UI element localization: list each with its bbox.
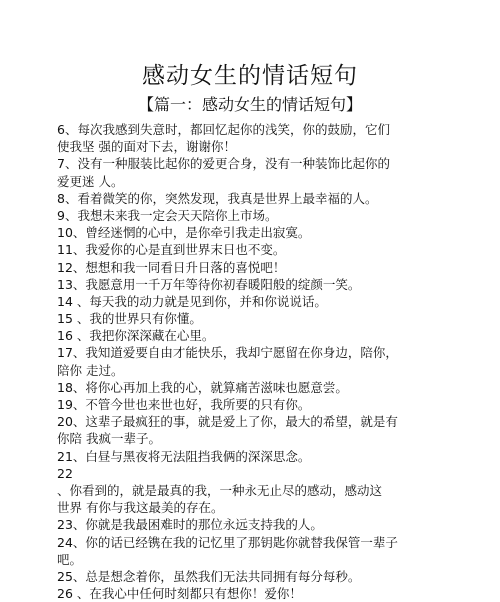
text-line: 11、我爱你的心是直到世界末日也不变。 [57,242,286,258]
text-line: 22 [57,465,73,481]
text-line: 20、这辈子最疯狂的事，就是爱上了你，最大的希望，就是有 [57,414,398,430]
text-line: 26 、在我心中任何时刻都只有想你！爱你！ [57,586,302,602]
text-line: 16 、我把你深深藏在心里。 [57,328,215,344]
section-heading: 【篇一：感动女生的情话短句】 [137,95,362,114]
text-line: 17、我知道爱要自由才能快乐，我却宁愿留在你身边，陪你， [57,345,398,361]
page-title: 感动女生的情话短句 [142,63,358,89]
body-text [57,121,449,602]
text-line: 使我坚 强的面对下去，谢谢你！ [57,139,236,155]
text-line: 12、想想和我一同看日升日落的喜悦吧！ [57,259,286,275]
text-line: 9、我想未来我一定会天天陪你上市场。 [57,207,278,223]
text-line: 18、将你心再加上我的心，就算痛苦滋味也愿意尝。 [57,379,348,395]
text-line: 13、我愿意用一千万年等待你初春暖阳般的绽颜一笑。 [57,276,361,292]
text-line: 你陪 我疯一辈子。 [57,431,161,447]
text-line: 7、没有一种服装比起你的爱更合身，没有一种装饰比起你的 [57,156,390,172]
text-line: 23、你就是我最困难时的那位永远支持我的人。 [57,517,323,533]
text-line: 、你看到的，就是最真的我，一种永无止尽的感动，感动这 [57,482,383,498]
text-line: 6、每次我感到失意时，都回忆起你的浅笑，你的鼓励，它们 [57,122,390,137]
text-line: 爱更迷 人。 [57,173,124,189]
text-line: 19、不管今世也来世也好，我所要的只有你。 [57,397,311,412]
text-line: 25、总是想念着你，虽然我们无法共同拥有每分每秒。 [57,568,361,584]
text-line: 8、看着微笑的你，突然发现，我真是世界上最幸福的人。 [57,190,378,206]
text-line: 21、白昼与黑夜将无法阻挡我俩的深深思念。 [57,448,311,464]
text-line: 吧。 [57,551,83,567]
text-line: 世界 有你与我这最美的存在。 [57,500,224,516]
text-line: 陪你 走过。 [57,362,124,378]
text-line: 10、曾经迷惘的心中，是你牵引我走出寂寞。 [57,225,311,241]
text-line: 14 、每天我的动力就是见到你，并和你说说话。 [57,293,327,309]
text-line: 15 、我的世界只有你懂。 [57,311,202,327]
text-line: 24、你的话已经镌在我的记忆里了那钥匙你就替我保管一辈子 [57,534,398,550]
